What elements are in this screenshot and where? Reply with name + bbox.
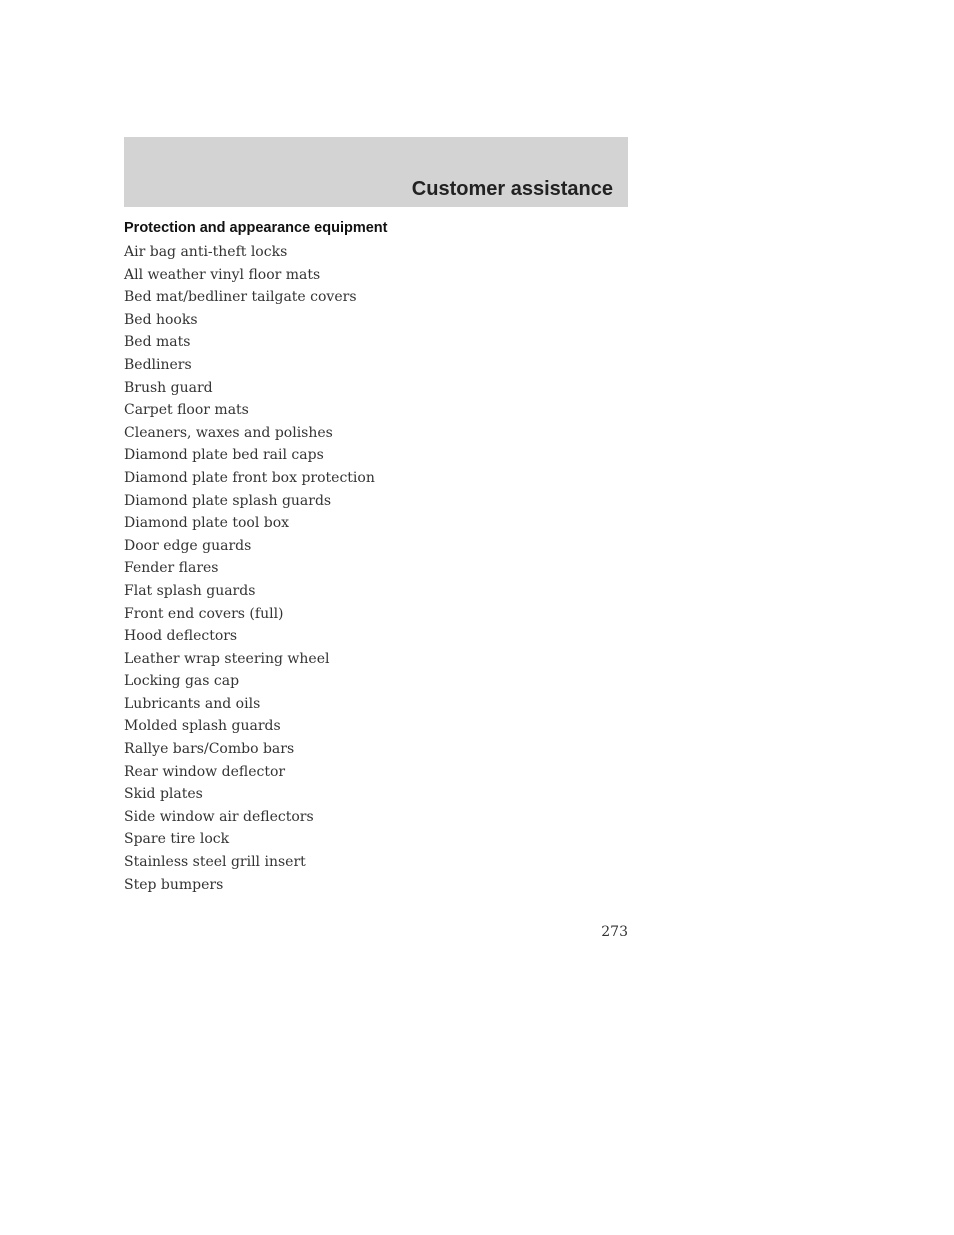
- page-number: 273: [601, 924, 628, 940]
- list-item: Rear window deflector: [124, 763, 286, 780]
- page-title: Customer assistance: [411, 178, 613, 200]
- list-item: Cleaners, waxes and polishes: [124, 424, 333, 441]
- list-item: Locking gas cap: [124, 673, 240, 690]
- list-item: Diamond plate splash guards: [124, 492, 332, 509]
- list-item: All weather vinyl floor mats: [124, 266, 321, 283]
- header-band: [124, 137, 628, 207]
- list-item: Fender flares: [124, 560, 219, 577]
- list-item: Bed mat/bedliner tailgate covers: [124, 289, 357, 306]
- list-item: Molded splash guards: [124, 718, 281, 735]
- list-item: Diamond plate front box protection: [124, 469, 375, 486]
- section-heading: Protection and appearance equipment: [124, 220, 388, 236]
- list-item: Lubricants and oils: [124, 695, 261, 712]
- list-item: Carpet floor mats: [124, 402, 249, 419]
- list-item: Rallye bars/Combo bars: [124, 741, 295, 758]
- list-item: Skid plates: [124, 786, 203, 803]
- list-item: Bedliners: [124, 356, 192, 373]
- list-item: Door edge guards: [124, 537, 252, 554]
- list-item: Leather wrap steering wheel: [124, 650, 330, 667]
- list-item: Side window air deflectors: [124, 808, 314, 825]
- list-item: Bed hooks: [124, 311, 198, 328]
- list-item: Flat splash guards: [124, 582, 256, 599]
- list-item: Step bumpers: [124, 876, 224, 893]
- list-item: Bed mats: [124, 334, 191, 351]
- equipment-list: [124, 241, 375, 896]
- list-item: Spare tire lock: [124, 831, 230, 848]
- list-item: Stainless steel grill insert: [124, 854, 306, 871]
- list-item: Brush guard: [124, 379, 213, 396]
- list-item: Hood deflectors: [124, 628, 238, 645]
- list-item: Diamond plate tool box: [124, 515, 290, 532]
- list-item: Air bag anti-theft locks: [124, 244, 288, 260]
- list-item: Diamond plate bed rail caps: [124, 447, 324, 464]
- list-item: Front end covers (full): [124, 605, 284, 622]
